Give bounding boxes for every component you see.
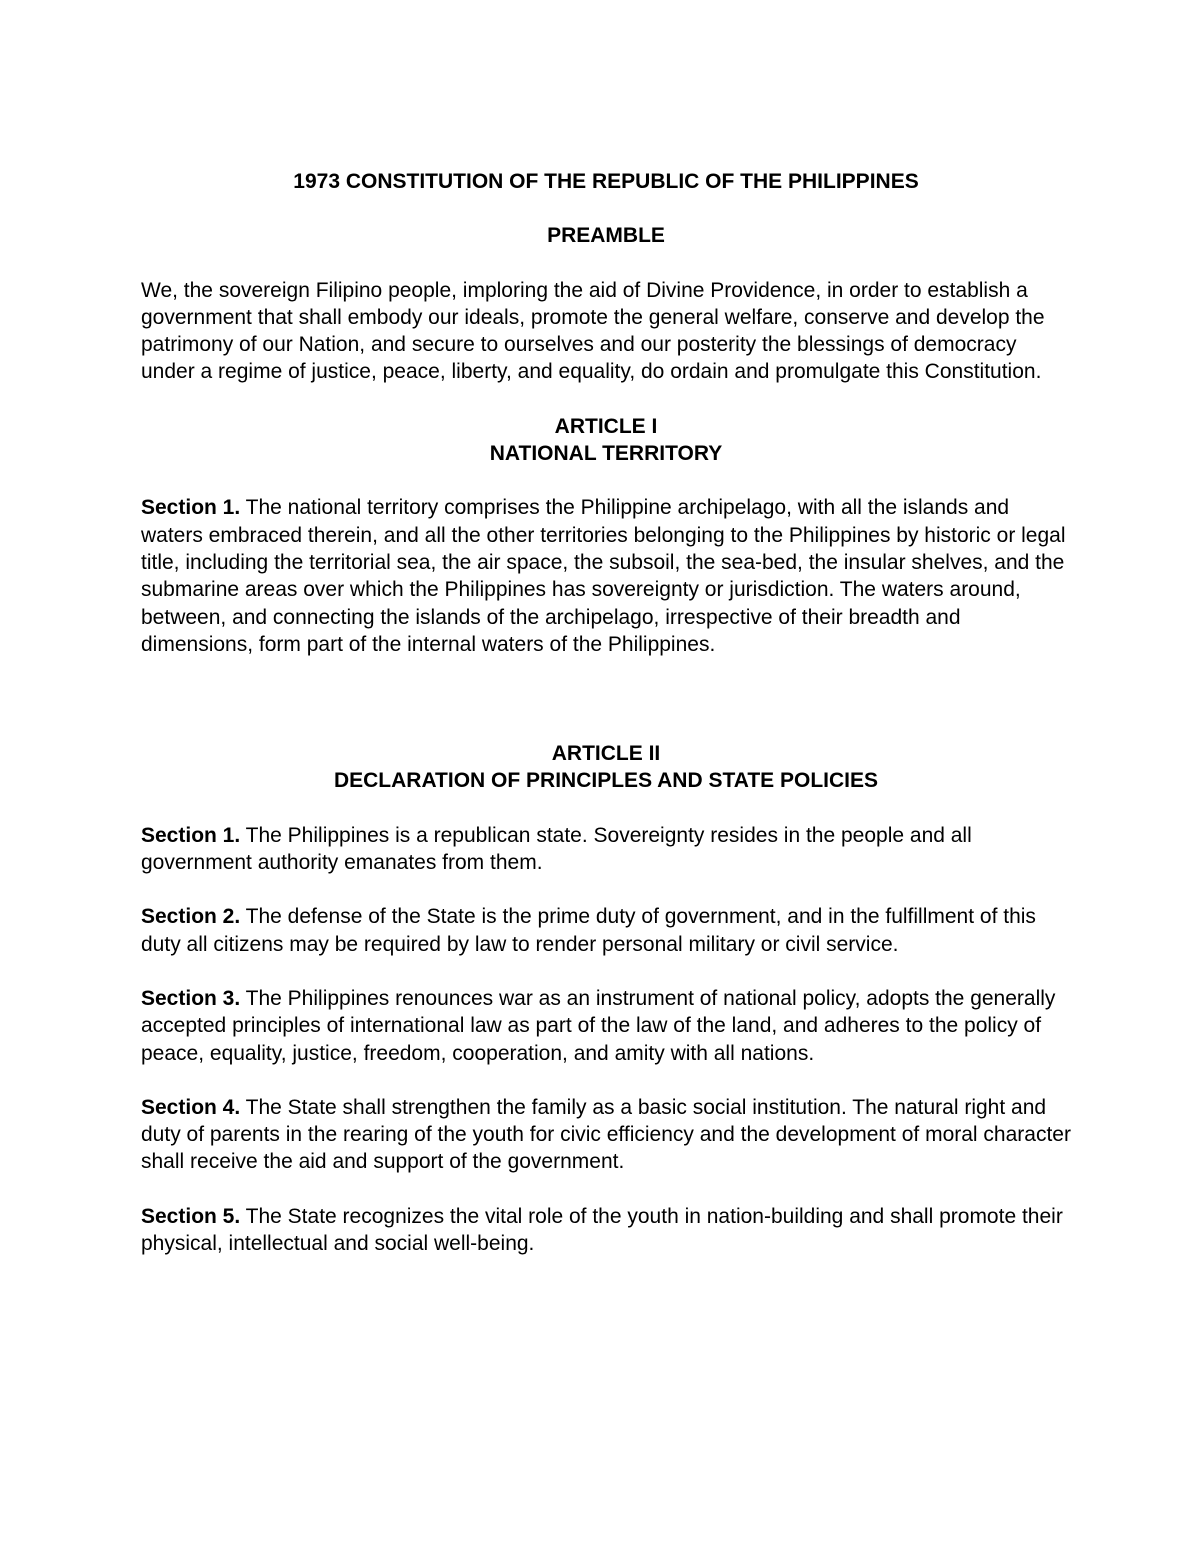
section-text: The State shall strengthen the family as a basic social institution. The natural right and duty of parents in the rearing of the youth for civic efficiency and the development of moral character shall receive the aid and support of the government.	[141, 1095, 1071, 1174]
article-2-section-2	[141, 903, 1071, 958]
article-2-section-3	[141, 985, 1071, 1067]
article-1-number: ARTICLE I	[554, 414, 658, 438]
article-2-name: DECLARATION OF PRINCIPLES AND STATE POLICIES	[333, 769, 879, 793]
section-label: Section 3.	[141, 986, 241, 1010]
article-2-heading	[141, 740, 1071, 795]
document-page	[141, 168, 1071, 1284]
article-1-name: NATIONAL TERRITORY	[489, 442, 723, 466]
section-text: The national territory comprises the Philippine archipelago, with all the islands and waters embraced therein, and all the other territories belonging to the Philippines by historic or legal title, including the territorial sea, the air space, the subsoil, the sea-bed, the insular shelves, and the submarine areas over which the Philippines has sovereignty or jurisdiction. The waters around, between, and connecting the islands of the archipelago, irrespective of their breadth and dimensions, form part of the internal waters of the Philippines.	[141, 496, 1066, 656]
article-1-heading	[141, 413, 1071, 468]
section-text: The Philippines renounces war as an instrument of national policy, adopts the generally accepted principles of international law as part of the law of the land, and adheres to the policy of peace, equality, justice, freedom, cooperation, and amity with all nations.	[141, 986, 1056, 1065]
section-text: The State recognizes the vital role of the youth in nation-building and shall promote their physical, intellectual and social well-being.	[141, 1204, 1063, 1256]
section-label: Section 5.	[141, 1204, 241, 1228]
section-label: Section 1.	[141, 823, 241, 847]
article-1-section-1	[141, 494, 1071, 658]
article-2-section-5	[141, 1203, 1071, 1258]
article-2-section-4	[141, 1094, 1071, 1176]
document-title: 1973 CONSTITUTION OF THE REPUBLIC OF THE PHILIPPINES	[293, 170, 919, 193]
article-2-section-1	[141, 822, 1071, 877]
preamble-heading: PREAMBLE	[547, 224, 665, 248]
section-label: Section 4.	[141, 1095, 241, 1119]
section-label: Section 1.	[141, 496, 241, 520]
section-text: The defense of the State is the prime duty of government, and in the fulfillment of this duty all citizens may be required by law to render personal military or civil service.	[141, 905, 1036, 956]
section-label: Section 2.	[141, 905, 241, 929]
article-2-number: ARTICLE II	[551, 742, 661, 766]
preamble-text: We, the sovereign Filipino people, imploring the aid of Divine Providence, in order to establish a government that shall embody our ideals, promote the general welfare, conserve and develop the patrimony of our Nation, and secure to ourselves and our posterity the blessings of democracy under a regime of justice, peace, liberty, and equality, do ordain and promulgate this Constitution.	[141, 278, 1045, 384]
section-text: The Philippines is a republican state. Sovereignty resides in the people and all government authority emanates from them.	[141, 823, 972, 875]
